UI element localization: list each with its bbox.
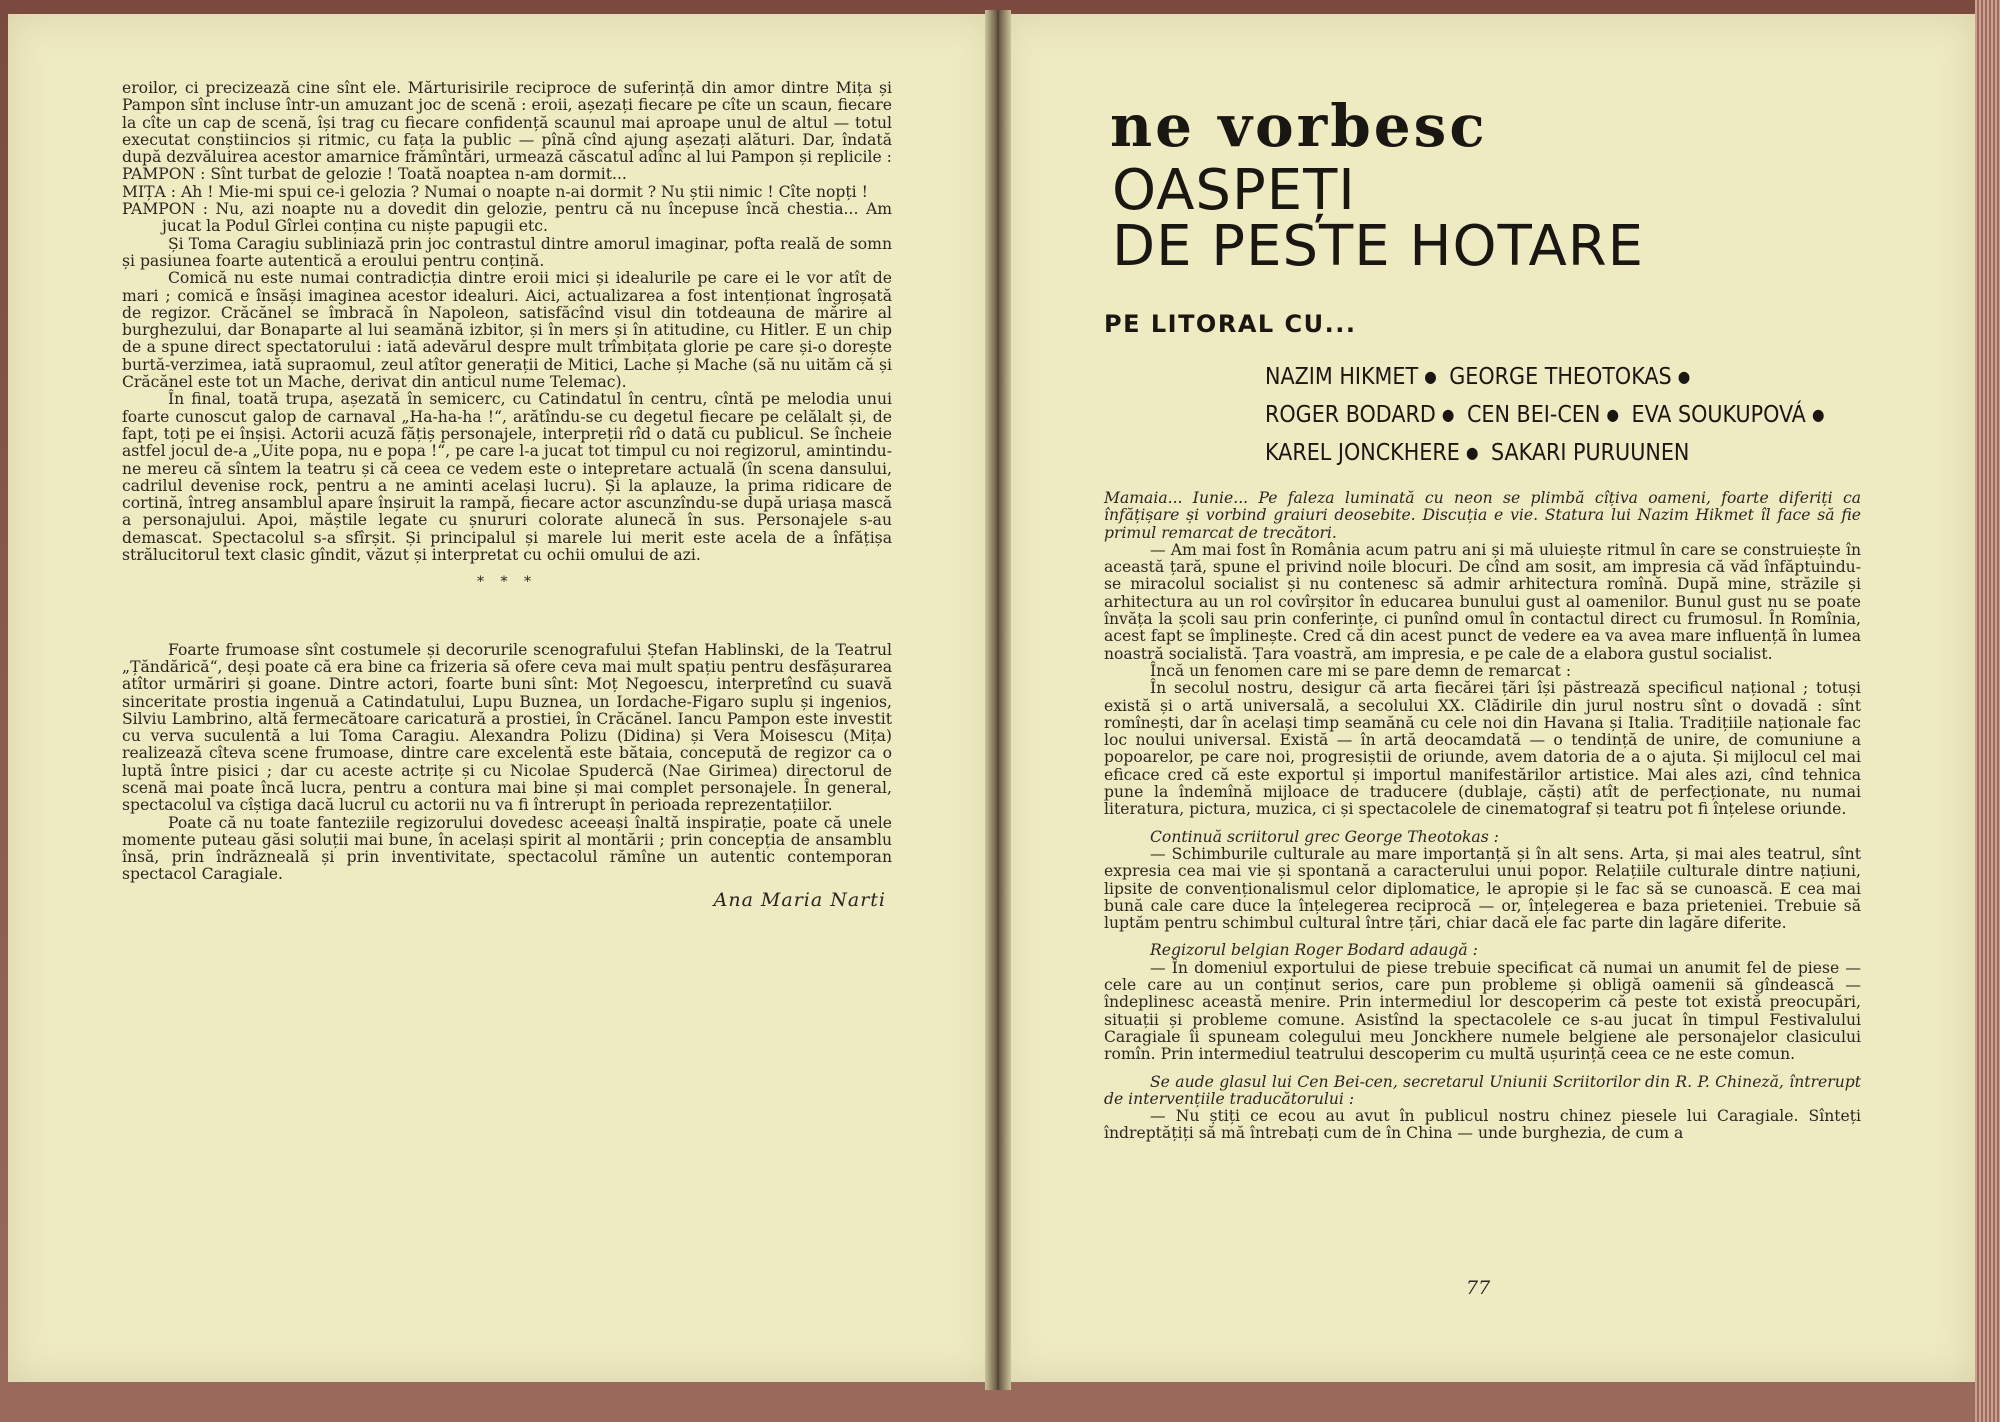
page-number: 77 xyxy=(1466,1277,1491,1299)
paragraph: Se aude glasul lui Cen Bei-cen, secretarul Uniunii Scriitorilor din R. P. Chineză, întrerupt de intervențiile traducătorului : xyxy=(1104,1072,1861,1108)
book-spine xyxy=(985,10,1011,1390)
guest-name: GEORGE THEOTOKAS xyxy=(1449,364,1672,390)
page-edges xyxy=(1975,0,2000,1422)
bullet-separator: ● xyxy=(1465,443,1479,462)
paragraph: Încă un fenomen care mi se pare demn de remarcat : xyxy=(1150,661,1572,680)
guest-name: KAREL JONCKHERE xyxy=(1265,440,1460,466)
paragraph: Continuă scriitorul grec George Theotokas : xyxy=(1150,827,1499,846)
author-signature: Ana Maria Narti xyxy=(713,888,886,911)
paragraph-spacer xyxy=(1104,1064,1861,1074)
paragraph: Comică nu este numai contradicția dintre eroii mici și idealurile pe care ei le vor atît de mari ; comică e însăși imaginea acestor idealuri. Aici, actualizarea a fost intenționat îngroșată de regizor. Crăcănel se îmbracă în Napoleon, satisfăcînd visul din totdeauna de mărire al burghezului, dar Bonaparte al lui seamănă izbitor, și în mers și în atitudine, cu Hitler. E un chip de a spune direct spectatorului : iată adevărul despre mult trîmbițata glorie pe care și-o dorește burtă-verzimea, iată supraomul, zeul atîtor generații de Mitici, Lache și Mache (să nu uităm că și Crăcănel este tot un Mache, derivat din anticul nume Telemac). xyxy=(122,269,892,392)
paragraph: Foarte frumoase sînt costumele și decorurile scenografului Ștefan Hablinski, de la Teatrul „Țăndărică“, deși poate că era bine ca frizeria să ofere ceva mai mult spațiu pentru desfășurarea atîtor urmăriri și goane. Dintre actori, foarte buni sînt: Moț Negoescu, interpretînd cu suavă sinceritate prostia ingenuă a Catindatului, Lupu Buznea, un Iordache-Figaro suplu și ingenios, Silviu Lambrino, altă fermecătoare caricatură a prostiei, în Crăcănel. Iancu Pampon este investit cu verva suculentă a lui Toma Caragiu. Alexandra Polizu (Didina) și Vera Moisescu (Mița) realizează cîteva scene frumoase, dintre care excelentă este bătaia, concepută de regizor ca o luptă între pisici ; dar cu aceste actrițe și cu Nicolae Spudercă (Nae Girimea) directorul de scenă mai poate încă lucra, pentru a contura mai bine și mai complet personajele. În general, spectacolul va cîștiga dacă lucrul cu actorii nu va fi întrerupt în perioada reprezentațiilor. xyxy=(122,640,892,815)
left-article-column xyxy=(122,80,892,909)
article-subhead: PE LITORAL CU... xyxy=(1104,310,1357,338)
bullet-separator: ● xyxy=(1606,405,1619,424)
section-gap xyxy=(122,602,892,642)
bullet-separator: ● xyxy=(1811,405,1825,424)
paragraph: — În domeniul exportului de piese trebuie specificat că numai un anumit fel de piese — cele care au un conținut serios, care pun probleme și obligă oamenii să gîndească — îndeplinesc această menire. Prin intermediul lor descoperim că peste tot există preocupări, situații și probleme comune. Asistînd la spectacolele ce s-au jucat în timpul Festivalului Caragiale îi spuneam colegului meu Jonckhere numele belgiene ale personajelor clasicului romîn. Prin intermediul teatrului descoperim cu multă ușurință ceea ce ne este comun. xyxy=(1104,958,1861,1064)
left-paragraph-group-2 xyxy=(122,642,892,884)
guest-names-list xyxy=(1265,358,1875,472)
article-title xyxy=(1112,158,1645,279)
guest-name: EVA SOUKUPOVÁ xyxy=(1631,402,1806,428)
paragraph: MIȚA : Ah ! Mie-mi spui ce-i gelozia ? Numai o noapte n-ai dormit ? Nu știi nimic ! Cîte nopți ! xyxy=(122,182,868,201)
guest-name: CEN BEI-CEN xyxy=(1466,402,1601,428)
bullet-separator: ● xyxy=(1677,367,1691,386)
paragraph: PAMPON : Nu, azi noapte nu a dovedit din gelozie, pentru că nu începuse încă chestia... Am jucat la Podul Gîrlei conțina cu niște papugii etc. xyxy=(122,200,892,236)
paragraph: Și Toma Caragiu subliniază prin joc contrastul dintre amorul imaginar, pofta reală de somn și pasiunea foarte autentică a eroului pentru conțină. xyxy=(122,234,892,270)
left-paragraph-group-1 xyxy=(122,80,892,564)
article-kicker: ne vorbesc xyxy=(1110,92,1488,160)
paragraph: — Am mai fost în România acum patru ani și mă uluiește ritmul în care se construiește în această țară, spune el privind noile blocuri. De cînd am sosit, am impresia că văd înfăptuindu-se miracolul socialist și nu contenesc să admir arhitectura romînă. După mine, străzile și arhitectura au un rol covîrșitor în educarea bunului gust al oamenilor. Bunul gust nu se poate învăța la școli sau prin conferințe, ci punînd omul în contactul direct cu frumosul. În Romînia, acest fapt se împlinește. Cred că din acest punct de vedere ea va avea mare influență în lumea noastră socialistă. Țara voastră, am impresia, e pe cale de a elabora gustul socialist. xyxy=(1104,540,1861,663)
paragraph: În final, toată trupa, așezată în semicerc, cu Catindatul în centru, cîntă pe melodia unui foarte cunoscut galop de carnaval „Ha-ha-ha !“, arătîndu-se cu degetul fiecare pe celălalt și, de fapt, toți pe ei înșiși. Actorii acuză fățiș personajele, interpreții rîd o dată cu publicul. Se încheie astfel jocul de-a „Uite popa, nu e popa !“, pe care l-a jucat tot timpul cu noi regizorul, amintindu-ne mereu că sîntem la teatru și că ceea ce vedem este o intepretare actuală (în scena dansului, cadrilul devenise rock, pentru a ne aminti același lucru). Și la aplauze, la prima ridicare de cortină, întreg ansamblul apare înșiruit la rampă, fiecare actor ascunzîndu-se după uriașa mască a personajului. Apoi, măștile legate cu șnururi colorate alunecă în sus. Personajele s-au demascat. Spectacolul s-a sfîrșit. Și principalul și marele lui merit este acela de a înfățișa strălucitorul text clasic gîndit, văzut și interpretat cu ochii omului de azi. xyxy=(122,390,892,565)
article-title-line-2: DE PESTE HOTARE xyxy=(1112,214,1645,279)
bullet-separator: ● xyxy=(1441,405,1455,424)
paragraph: În secolul nostru, desigur că arta fiecărei țări își păstrează specificul național ; totuși există și o artă universală, a secolului XX. Clădirile din jurul nostru sînt o dovadă : sînt romînești, dar în același timp seamănă cu cele noi din Havana și Italia. Tradițiile naționale fac loc noului universal. Există — în artă deocamdată — o tendință de unire, de comuniune a popoarelor, pe care noi, progresiștii de oriunde, avem datoria de a o ajuta. Și mijlocul cel mai eficace cred că este exportul și importul manifestărilor artistice. Mai ales azi, cînd tehnica pune la îndemînă mijloace de traducere (dublaje, căști) atît de perfecționate, nu numai literatura, pictura, muzica, ci și spectacolele de cinematograf și teatru pot fi înțelese oriunde. xyxy=(1104,679,1861,819)
paragraph: Mamaia... Iunie... Pe faleza luminată cu neon se plimbă cîțiva oameni, foarte diferiți ca înfățișare și vorbind graiuri deosebite. Discuția e vie. Statura lui Nazim Hikmet îl face să fie primul remarcat de trecători. xyxy=(1104,489,1861,542)
paragraph: Regizorul belgian Roger Bodard adaugă : xyxy=(1150,941,1478,960)
paragraph: eroilor, ci precizează cine sînt ele. Mărturisirile reciproce de suferință din amor dintre Mița și Pampon sînt incluse într-un amuzant joc de scenă : eroii, așezați fiecare pe cîte un scaun, fiecare la cîte un cap de scenă, își trag cu fiecare confidență scaunul mai aproape unul de altul — totul executat conștiincios și ritmic, cu fața la public — pînă cînd ajung așezați alături. Dar, îndată după dezvăluirea acestor amarnice frămîntări, urmează căscatul adînc al lui Pampon și replicile : xyxy=(122,79,892,167)
right-article-column xyxy=(1104,490,1861,1143)
bullet-separator: ● xyxy=(1424,367,1437,386)
guest-name: NAZIM HIKMET xyxy=(1265,364,1419,390)
guest-name: SAKARI PURUUNEN xyxy=(1490,440,1690,466)
paragraph: — Schimburile culturale au mare importanță și în alt sens. Arta, și mai ales teatrul, sînt expresia cea mai vie și spontană a caracterului unui popor. Relațiile culturale dintre națiuni, lipsite de convenționalismul celor diplomatice, le apropie și le fac să se cunoască. E cea mai bună cale care duce la înțelegerea reciprocă — or, înțelegerea e baza prieteniei. Trebuie să luptăm pentru schimbul cultural între țări, chiar dacă ele fac parte din lagăre diferite. xyxy=(1104,844,1861,933)
section-separator: * * * xyxy=(477,574,537,591)
paragraph: Poate că nu toate fanteziile regizorului dovedesc aceeași înaltă inspirație, poate că unele momente puteau găsi soluții mai bune, în același spirit al montării ; prin concepția de ansamblu însă, prin îndrăzneală și prin inventivitate, spectacolul rămîne un autentic contemporan spectacol Caragiale. xyxy=(122,813,892,884)
paragraph: PAMPON : Sînt turbat de gelozie ! Toată noaptea n-am dormit... xyxy=(122,165,627,184)
paragraph: — Nu știți ce ecou au avut în publicul nostru chinez piesele lui Caragiale. Sînteți îndreptățiți să mă întrebați cum de în China — unde burghezia, de cum a xyxy=(1104,1107,1861,1143)
guest-name: ROGER BODARD xyxy=(1265,402,1436,428)
article-title-line-1: OASPEȚI xyxy=(1112,158,1356,223)
